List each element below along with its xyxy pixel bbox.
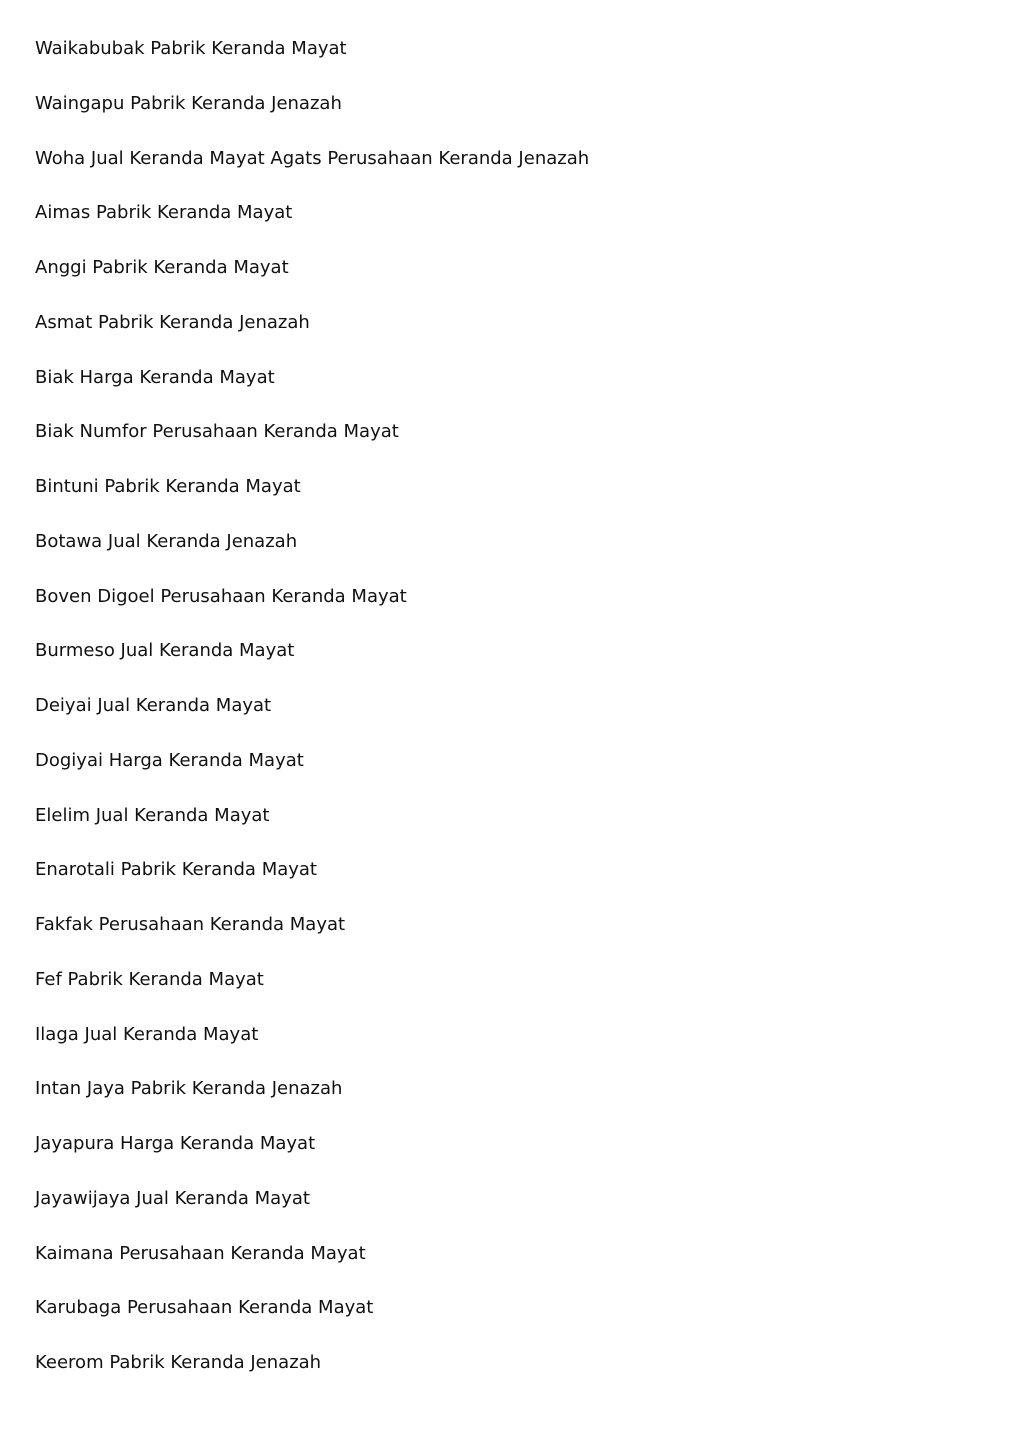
list-item: Botawa Jual Keranda Jenazah bbox=[35, 530, 298, 552]
list-item: Bintuni Pabrik Keranda Mayat bbox=[35, 476, 301, 497]
list-item: Elelim Jual Keranda Mayat bbox=[35, 804, 270, 826]
list-item: Jayapura Harga Keranda Mayat bbox=[35, 1133, 316, 1154]
list-item: Keerom Pabrik Keranda Jenazah bbox=[35, 1352, 322, 1373]
list-item: Deiyai Jual Keranda Mayat bbox=[35, 695, 272, 716]
list-item: Enarotali Pabrik Keranda Mayat bbox=[35, 859, 317, 881]
list-item: Aimas Pabrik Keranda Mayat bbox=[35, 202, 293, 224]
document-text-list bbox=[35, 38, 589, 1407]
list-item: Woha Jual Keranda Mayat Agats Perusahaan Keranda Jenazah bbox=[35, 147, 590, 169]
list-item: Jayawijaya Jual Keranda Mayat bbox=[35, 1187, 310, 1209]
list-item: Ilaga Jual Keranda Mayat bbox=[35, 1023, 259, 1045]
list-item: Burmeso Jual Keranda Mayat bbox=[35, 640, 295, 662]
list-item: Biak Numfor Perusahaan Keranda Mayat bbox=[35, 421, 399, 443]
list-item: Anggi Pabrik Keranda Mayat bbox=[35, 257, 289, 278]
list-item: Biak Harga Keranda Mayat bbox=[35, 366, 275, 388]
list-item: Waikabubak Pabrik Keranda Mayat bbox=[35, 38, 347, 59]
list-item: Karubaga Perusahaan Keranda Mayat bbox=[35, 1297, 374, 1319]
list-item: Intan Jaya Pabrik Keranda Jenazah bbox=[35, 1078, 343, 1100]
list-item: Fakfak Perusahaan Keranda Mayat bbox=[35, 914, 346, 935]
list-item: Dogiyai Harga Keranda Mayat bbox=[35, 749, 304, 771]
list-item: Fef Pabrik Keranda Mayat bbox=[35, 968, 264, 990]
list-item: Asmat Pabrik Keranda Jenazah bbox=[35, 311, 310, 333]
list-item: Waingapu Pabrik Keranda Jenazah bbox=[35, 92, 342, 114]
list-item: Kaimana Perusahaan Keranda Mayat bbox=[35, 1242, 366, 1264]
list-item: Boven Digoel Perusahaan Keranda Mayat bbox=[35, 585, 407, 607]
